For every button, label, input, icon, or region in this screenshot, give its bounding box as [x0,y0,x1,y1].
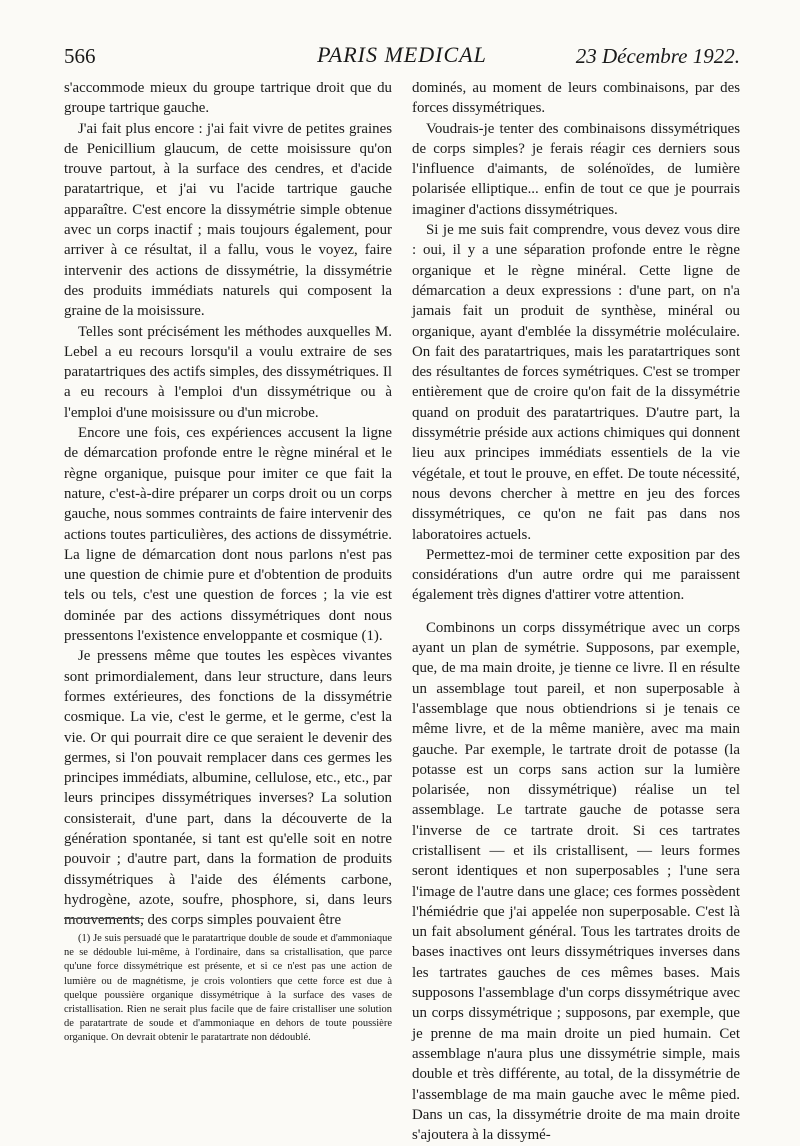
paragraph: Si je me suis fait comprendre, vous devez vous dire : oui, il y a une séparation profonde entre le règne organique et le règne minéral. Cette ligne de démarcation a deux expressions : d'une part, on n'a jamais fait un produit de synthèse, minéral ou organique, ayant d'emblée la dissymétrie moléculaire. On fait des paratartriques, mais les paratartriques sont des résultantes de forces symétriques. C'est se tromper entièrement que de croire qu'on fait de la dissymétrie quand on produit des paratartriques. D'autre part, la dissymétrie préside aux actions chimiques qui donnent lieu aux principes immédiats essentiels de la vie végétale, et tout le prouve, en effet. De toute nécessité, nous devons chercher à mettre en jeu des forces dissymétriques, ce qu'on ne fait pas dans nos laboratoires actuels. [412,222,740,543]
paragraph: Encore une fois, ces expériences accusent la ligne de démarcation profonde entre le règne minéral et le règne organique, puisque pour imiter ce que fait la nature, c'est-à-dire préparer un corps droit ou un corps gauche, nous sommes contraints de faire intervenir des actions toutes particulières, des actions de dissymétrie. La ligne de démarcation dont nous parlons n'est pas une question de chimie pure et d'obtention de produits tels ou tels, c'est une question de forces ; la vie est dominée par des actions dissymétriques dont nous pressentons l'existence enveloppante et cosmique (1). [64,425,392,645]
page-number: 566 [64,44,96,68]
journal-title: PARIS MEDICAL [317,42,487,67]
footnote [64,932,392,1046]
paragraph: s'accommode mieux du groupe tartrique droit que du groupe tartrique gauche. [64,80,392,117]
right-column [412,78,740,1145]
paragraph: Voudrais-je tenter des combinaisons dissymétriques de corps simples? je ferais réagir ces derniers sous l'influence d'aimants, de solénoïdes, de lumière polarisée elliptique... enfin de tout ce que je pourrais imaginer d'actions dissymétriques. [412,120,740,218]
footnote-text: (1) Je suis persuadé que le paratartrique double de soude et d'ammoniaque ne se dédouble lui-même, à l'ordinaire, dans sa cristallisation, que parce qu'une force dissymétrique est présente, et si ce n'est pas une action de lumière ou de magnétisme, je crois volontiers que cette force est due à quelque poussière organique dissymétrique à la surface des vases de cristallisation. Rien ne serait plus facile que de faire cristalliser une solution de paratartrate de soude et d'ammoniaque en dehors de toute poussière organique. On devrait obtenir le paratartrate non dédoublé. [64,933,392,1044]
footnote-rule [64,918,144,919]
left-column [64,78,392,930]
issue-date: 23 Décembre 1922. [575,44,740,68]
paragraph: dominés, au moment de leurs combinaisons, par des forces dissymétriques. [412,80,740,117]
paragraph: Telles sont précisément les méthodes auxquelles M. Lebel a eu recours lorsqu'il a voulu extraire de ses paratartriques des actifs simples, des dissymétriques. Il a eu recours à l'emploi d'un dissymétrique ou à l'emploi d'une moisissure ou d'un microbe. [64,323,392,421]
paragraph: Combinons un corps dissymétrique avec un corps ayant un plan de symétrie. Supposons, par exemple, que, de ma main droite, je tienne ce livre. Il en résulte un assemblage tout pareil, et non superposable à l'assemblage que nous obtiendrions si je tenais ce même livre, et de la même manière, avec ma main gauche. Par exemple, le tartrate droit de potasse (la potasse est un corps sans action sur la lumière polarisée, non dissymétrique) réalise un tel assemblage. Le tartrate gauche de potasse sera l'inverse de ce tartrate droit. Si ces tartrates cristallisent — et ils cristallisent, — leurs formes seront identiques et non superposables ; l'une sera l'image de l'autre dans une glace; ces formes possèdent l'hémiédrie que j'ai appelée non superposable. C'est là un fait absolument général. Tous les tartrates droits de bases inactives ont leurs dissymétriques inverses dans les tartrates gauches de ces mêmes bases. Mais supposons l'assemblage d'un corps dissymétrique avec un corps dissymétrique ; supposons, par exemple, que je prenne de ma main droite un pied humain. Cet assemblage n'aura plus une dissymétrie simple, mais double et très différente, au total, de la dissymétrie de l'assemblage de ma main gauche avec le même pied. Dans un cas, la dissymétrie droite de ma main droite s'ajoutera à la dissymé- [412,619,740,1144]
running-header [64,38,740,72]
paragraph: Je pressens même que toutes les espèces vivantes sont primordialement, dans leur structure, dans leurs formes extérieures, des fonctions de la dissymétrie cosmique. La vie, c'est le germe, et le germe, c'est la vie. Or qui pourrait dire ce que seraient le devenir des germes, si l'on pouvait remplacer dans ces germes les principes immédiats, albumine, cellulose, etc., etc., par leurs principes dissymétriques inverses? La solution consisterait, d'une part, dans la découverte de la génération spontanée, si tant est qu'elle soit en notre pouvoir ; d'autre part, dans la formation de produits dissymétriques à l'aide des éléments carbone, hydrogène, azote, soufre, phosphore, si, dans leurs mouvements, des corps simples pouvaient être [64,648,392,929]
paragraph: J'ai fait plus encore : j'ai fait vivre de petites graines de Penicillium glaucum, de cette moisissure qu'on trouve partout, à la surface des cendres, et d'acide paratartrique, et j'ai vu l'acide tartrique gauche apparaître. C'est encore la dissymétrie simple obtenue avec un corps inactif ; mais toujours également, pour arriver à ce résultat, il a fallu, vous le voyez, faire intervenir des actions de dissymétrie, la dissymétrie des produits immédiats naturels qui composent la graine de la moisissure. [64,120,392,320]
paragraph: Permettez-moi de terminer cette exposition par des considérations d'un autre ordre qui me paraissent également très dignes d'attirer votre attention. [412,546,740,604]
